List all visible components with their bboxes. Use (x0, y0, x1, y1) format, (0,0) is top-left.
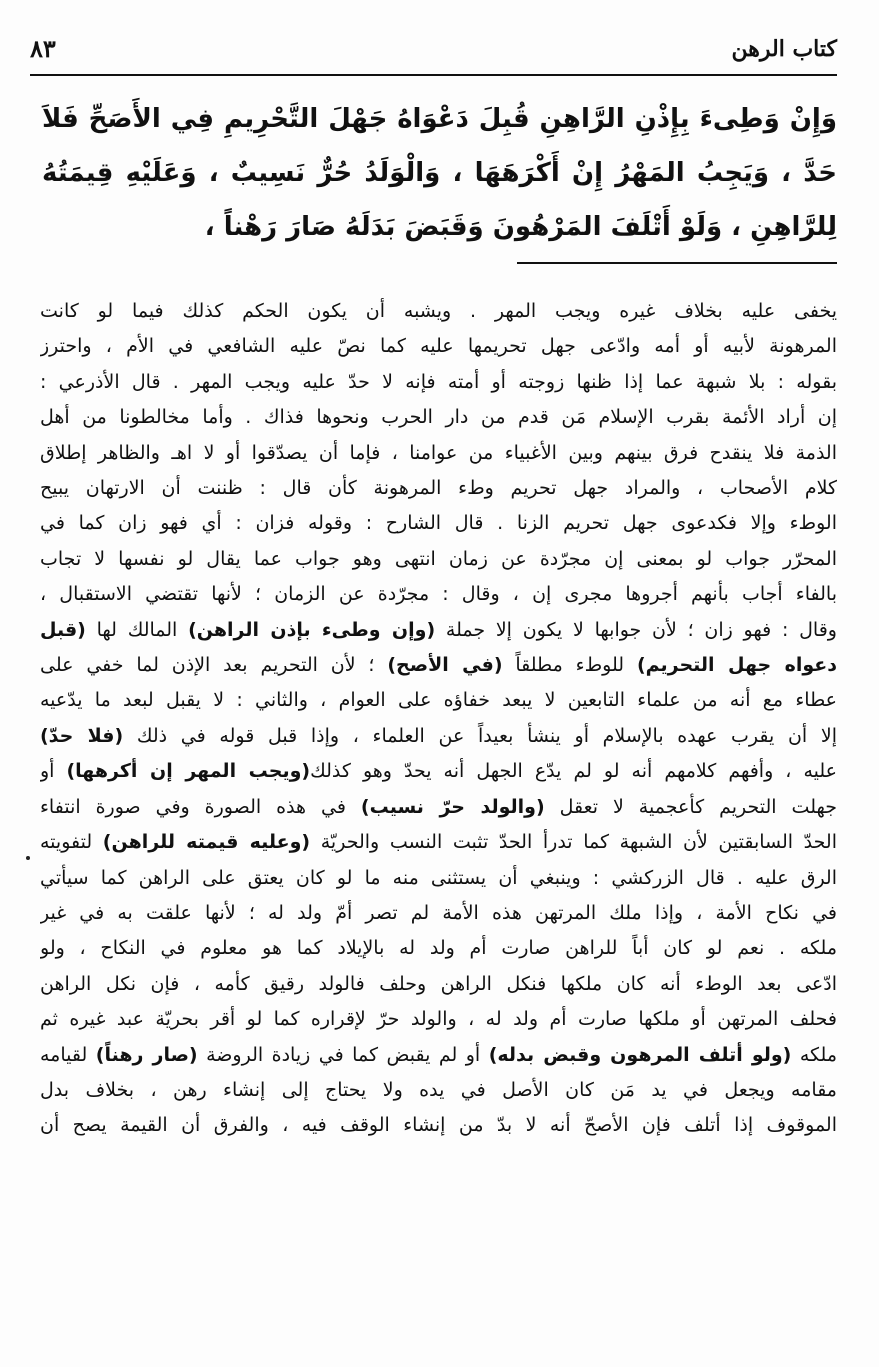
sharh-text: كلام الأصحاب ، والمراد جهل تحريم وطء المرهونة كأن قال : ظننت أن الارتهان يبيح (40, 477, 837, 500)
matn-quote: (والولد حرّ نسيب) (360, 795, 545, 818)
sharh-text: أو لم يقبض كما في زيادة الروضة (197, 1043, 489, 1066)
sharh-line (40, 400, 837, 435)
matn-quote: (فلا حدّ) (40, 724, 124, 747)
matn-text (42, 92, 837, 254)
sharh-text: بقوله : بلا شبهة عما إذا ظنها زوجته أو أمته فإنه لا حدّ عليه ويجب المهر . قال الأذرعي : (40, 370, 837, 393)
sharh-line (40, 683, 837, 718)
sharh-text: إلا أن يقرب عهده بالإسلام أو ينشأ بعيداً عن العلماء ، وإذا قبل قوله في ذلك (123, 724, 837, 747)
sharh-line (40, 967, 837, 1002)
sharh-text: الوطء وإلا فكدعوى جهل تحريم الزنا . قال الشارح : وقوله فزان : أي فهو زان كما في (40, 512, 837, 535)
sharh-text: وقال : فهو زان ؛ لأن جوابها لا يكون إلا جملة (435, 618, 837, 641)
sharh-line (40, 648, 837, 683)
footnote-divider (517, 262, 837, 264)
matn-paragraph: وَإِنْ وَطِىءَ بِإِذْنِ الرَّاهِنِ قُبِلَ دَعْوَاهُ جَهْلَ التَّحْرِيمِ فِي الأَصَحِّ فَلاَ حَدَّ ، وَيَجِبُ المَهْرُ إِنْ أَكْرَهَهَا ، وَالْوَلَدُ حُرٌّ نَسِيبٌ ، وَعَلَيْهِ قِيمَتُهُ لِلرَّاهِنِ ، وَلَوْ أَتْلَفَ المَرْهُونَ وَقَبَضَ بَدَلَهُ صَارَ رَهْناً ، (42, 104, 837, 242)
sharh-text: في هذه الصورة وفي صورة انتفاء (40, 795, 361, 818)
sharh-line (40, 1002, 837, 1037)
sharh-line (40, 471, 837, 506)
sharh-text: الذمة فلا ينقدح فرق بينهم وبين الأغبياء من عوامنا ، فإما أن يصدّقوا أو لا اهـ والظاهر إطلاق (40, 441, 837, 464)
sharh-text: المحرّر جواب لو بمعنى إن مجرّدة عن زمان انتهى وهو جواب عما يقال لو نفسها لا تجاب (40, 547, 837, 570)
page-header (30, 34, 837, 76)
sharh-text: فحلف المرتهن أو ملكها صارت أم ولد له ، والولد حرّ لإقراره كما لو أقر بحريّة عبد غيره ثم (40, 1008, 837, 1031)
matn-quote: (ولو أتلف المرهون وقبض بدله) (488, 1043, 792, 1066)
sharh-text: إن أراد الأئمة بقرب الإسلام مَن قدم من دار الحرب ونحوها فذاك . وأما مخالطونا من أهل (40, 406, 837, 429)
matn-quote: (ويجب المهر إن أكرهها) (66, 760, 311, 783)
sharh-line (40, 931, 837, 966)
sharh-line (40, 719, 837, 754)
sharh-line (40, 436, 837, 471)
sharh-line (40, 294, 837, 329)
sharh-text: ادّعى بعد الوطء أنه كان ملكها فنكل الراهن وحلف فالولد رقيق كأمه ، فإن نكل الراهن (40, 972, 837, 995)
sharh-text: بالفاء أجاب بأنهم أجروها مجرى إن ، وقال : مجرّدة عن الزمان ؛ لأنها تقتضي الاستقبال ، (40, 583, 837, 606)
sharh-text: أو (40, 760, 67, 783)
sharh-line (40, 329, 837, 364)
sharh-text: عطاء مع أنه من علماء التابعين لا يبعد خفاؤه على العوام ، والثاني : لا يقبل لبعد ما يدّعيه (40, 689, 837, 712)
sharh-text: للوطء مطلقاً (502, 654, 637, 677)
sharh-text: ؛ لأن التحريم بعد الإذن لما خفي على (40, 654, 388, 677)
matn-quote: (في الأصح) (387, 654, 503, 677)
sharh-text: الرق عليه . قال الزركشي : وينبغي أن يستثنى منه ما لو كان يعتق على الراهن كما سيأتي (40, 866, 837, 889)
sharh-line (40, 577, 837, 612)
sharh-text: جهلت التحريم كأعجمية لا تعقل (544, 795, 837, 818)
sharh-text: لتفويته (40, 831, 103, 854)
sharh-text: الموقوف إذا أتلف فإن الأصحّ أنه لا بدّ من إنشاء الوقف فيه ، والفرق أن القيمة يصح أن (40, 1114, 837, 1137)
sharh-text: عليه ، وأفهم كلامهم أنه لو لم يدّع الجهل أنه يحدّ وهو كذلك (310, 760, 837, 783)
sharh-line (40, 1038, 837, 1073)
running-title: كتاب الرهن (731, 36, 837, 62)
margin-mark (26, 856, 30, 860)
sharh-line (40, 542, 837, 577)
sharh-line (40, 1108, 837, 1143)
matn-quote: (صار رهناً) (95, 1043, 198, 1066)
page-number: ٨٣ (30, 34, 56, 63)
sharh-text: المرهونة لأبيه أو أمه وادّعى جهل تحريمها عليه كما نصّ عليه الشافعي في الأم ، واحترز (40, 335, 837, 358)
sharh-commentary (40, 294, 837, 1144)
sharh-line (40, 1073, 837, 1108)
matn-quote: دعواه جهل التحريم) (636, 654, 837, 677)
matn-quote: (وعليه قيمته للراهن) (102, 831, 311, 854)
sharh-text: لقيامه (40, 1043, 96, 1066)
sharh-text: يخفى عليه بخلاف غيره ويجب المهر . ويشبه أن يكون الحكم كذلك فيما لو كانت (40, 300, 837, 322)
sharh-line (40, 861, 837, 896)
sharh-line (40, 613, 837, 648)
sharh-text: ملكه . نعم لو كان أباً للراهن صارت أم ولد له بالإيلاد كما هو معلوم في النكاح ، ولو (40, 937, 837, 960)
sharh-text: المالك لها (85, 618, 189, 641)
matn-quote: (قبل (40, 618, 86, 641)
sharh-text: في نكاح الأمة ، وإذا ملك المرتهن هذه الأمة لم تصر أمّ ولد له ؛ لأنها علقت به في غير (40, 901, 837, 924)
matn-quote: (وإن وطىء بإذن الراهن) (188, 618, 436, 641)
sharh-line (40, 365, 837, 400)
sharh-text: ملكه (791, 1043, 837, 1066)
sharh-line (40, 790, 837, 825)
sharh-text: مقامه ويجعل في يد مَن كان الأصل في يده ولا يحتاج إلى إنشاء رهن ، بخلاف بدل (40, 1078, 837, 1101)
sharh-line (40, 896, 837, 931)
sharh-line (40, 825, 837, 860)
sharh-line (40, 506, 837, 541)
sharh-line (40, 754, 837, 789)
sharh-text: الحدّ السابقتين لأن الشبهة كما تدرأ الحدّ تثبت النسب والحريّة (310, 831, 837, 854)
